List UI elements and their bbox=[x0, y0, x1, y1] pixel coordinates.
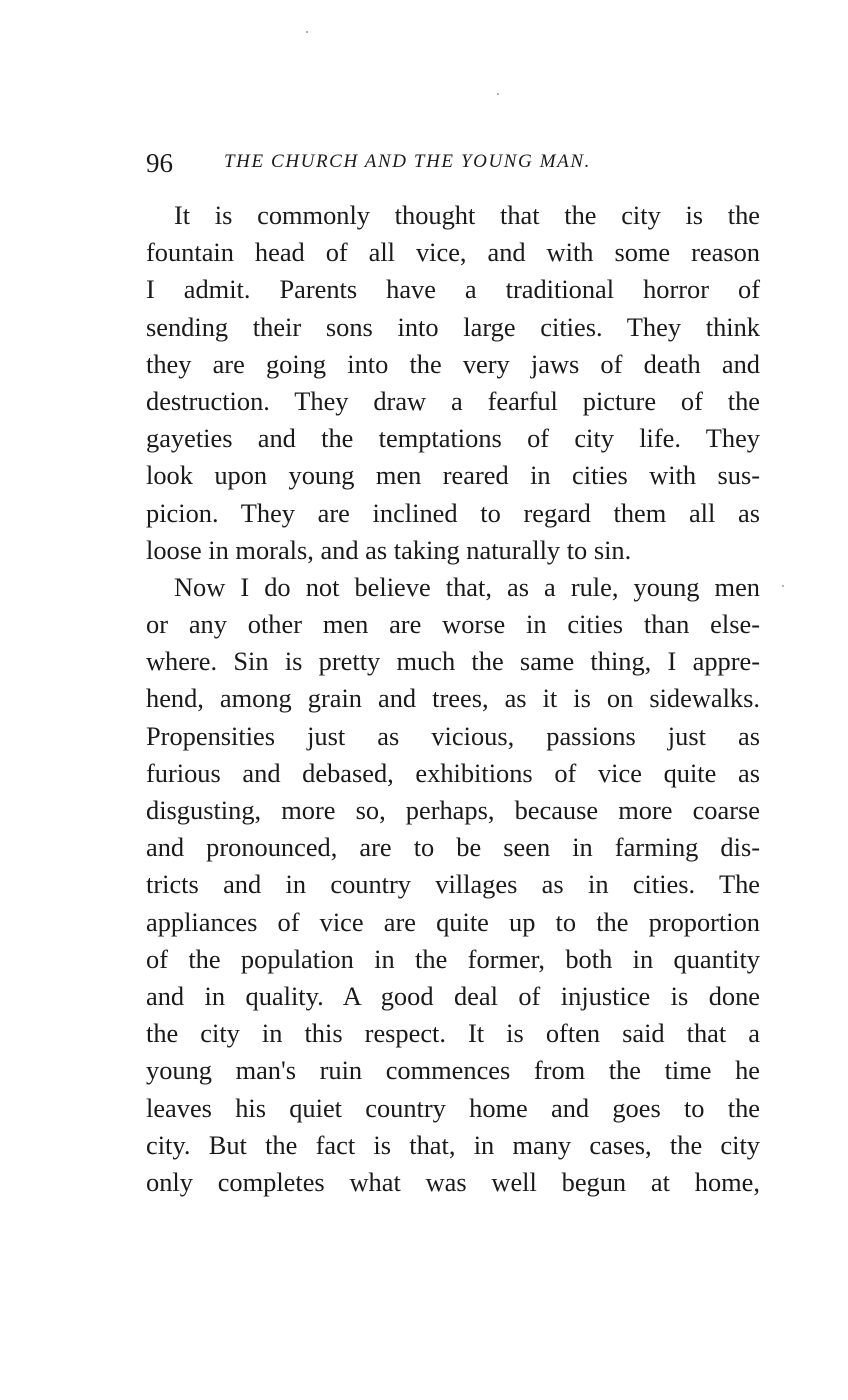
text-line: sending their sons into large cities. They think bbox=[146, 311, 760, 342]
text-line: appliances of vice are quite up to the proportion bbox=[146, 906, 760, 937]
text-line: loose in morals, and as taking naturally to sin. bbox=[146, 534, 632, 565]
text-line: hend, among grain and trees, as it is on sidewalks. bbox=[146, 683, 760, 714]
text-line: gayeties and the temptations of city life. They bbox=[146, 423, 760, 454]
text-line: only completes what was well begun at home, bbox=[146, 1166, 760, 1197]
body-text bbox=[146, 197, 760, 1201]
running-title: THE CHURCH AND THE YOUNG MAN. bbox=[224, 151, 591, 172]
text-line: destruction. They draw a fearful picture of the bbox=[146, 385, 760, 416]
text-line: look upon young men reared in cities with sus- bbox=[146, 460, 760, 491]
text-line: Now I do not believe that, as a rule, young men bbox=[174, 571, 760, 602]
text-line: Propensities just as vicious, passions just as bbox=[146, 720, 760, 751]
text-line: of the population in the former, both in quantity bbox=[146, 943, 760, 974]
text-line: and pronounced, are to be seen in farming dis- bbox=[146, 832, 760, 863]
text-line: picion. They are inclined to regard them all as bbox=[146, 497, 760, 528]
text-line: where. Sin is pretty much the same thing, I appre- bbox=[146, 646, 760, 677]
text-line: It is commonly thought that the city is the bbox=[174, 200, 760, 230]
page-header bbox=[146, 146, 766, 180]
text-line: fountain head of all vice, and with some reason bbox=[146, 237, 760, 268]
page-number: 96 bbox=[146, 148, 173, 178]
text-line: the city in this respect. It is often said that a bbox=[146, 1018, 760, 1049]
text-line: city. But the fact is that, in many cases, the city bbox=[146, 1129, 760, 1160]
paper-speck bbox=[782, 585, 784, 587]
text-line: leaves his quiet country home and goes to the bbox=[146, 1092, 760, 1123]
text-line: they are going into the very jaws of death and bbox=[146, 348, 760, 379]
paper-speck bbox=[306, 31, 308, 33]
text-line: and in quality. A good deal of injustice is done bbox=[146, 980, 760, 1011]
text-line: furious and debased, exhibitions of vice quite as bbox=[146, 757, 760, 788]
text-line: young man's ruin commences from the time he bbox=[146, 1055, 760, 1086]
text-line: disgusting, more so, perhaps, because more coarse bbox=[146, 795, 760, 825]
text-line: tricts and in country villages as in cities. The bbox=[146, 869, 760, 900]
text-line: I admit. Parents have a traditional horror of bbox=[146, 274, 760, 305]
paper-speck bbox=[497, 93, 499, 95]
text-line: or any other men are worse in cities than else- bbox=[146, 609, 760, 640]
